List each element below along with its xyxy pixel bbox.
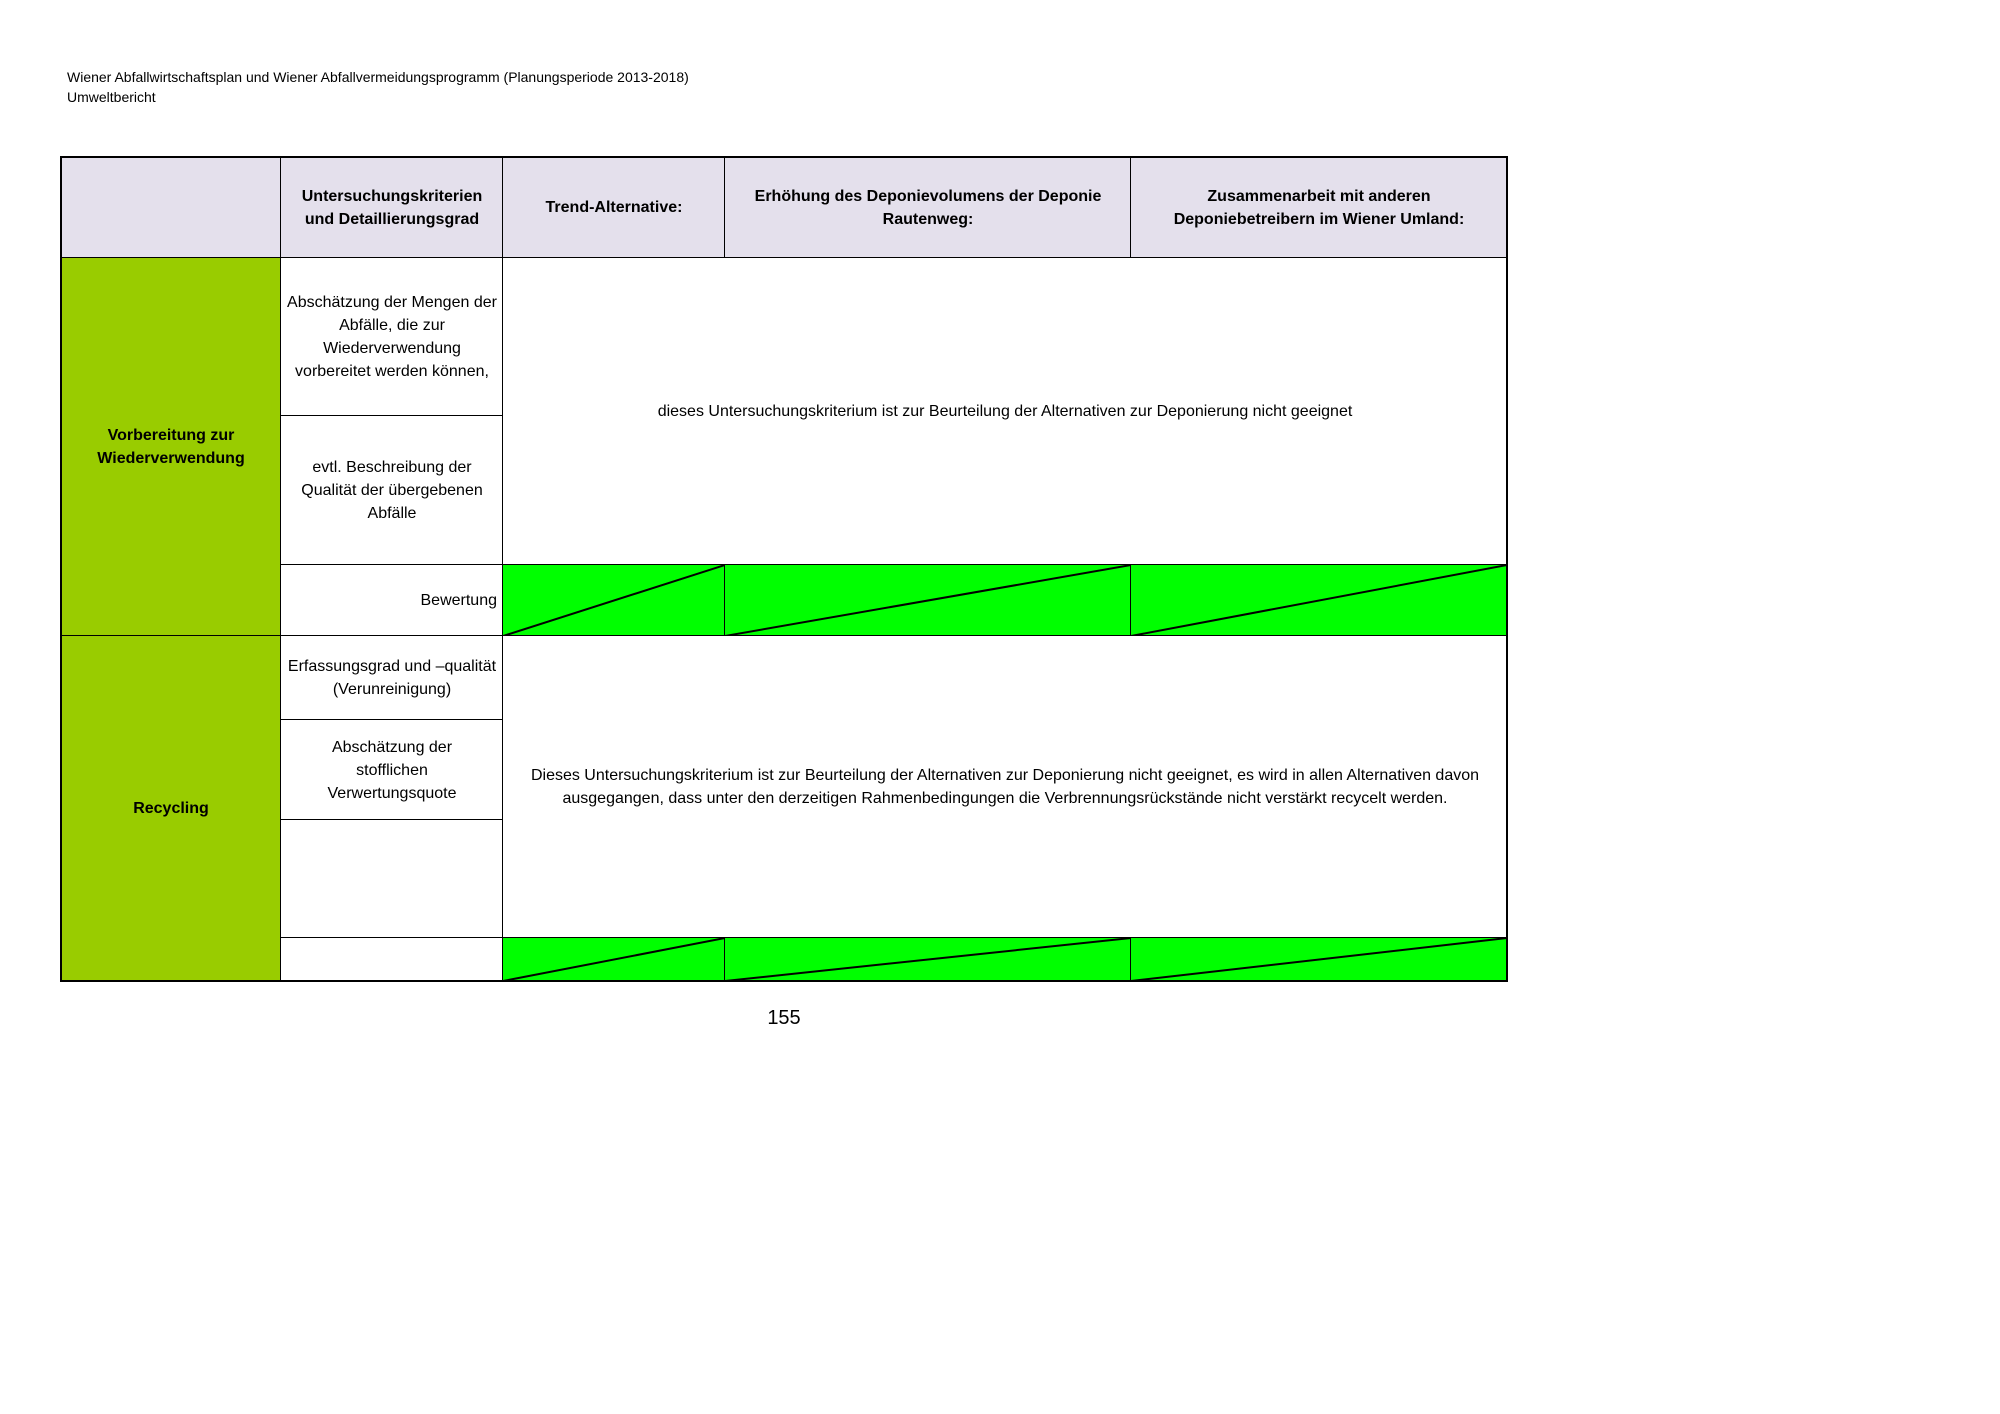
criterion-qualitaet: evtl. Beschreibung der Qualität der übergebenen Abfälle <box>280 415 504 566</box>
diagonal-line-icon <box>503 938 725 981</box>
page-number: 155 <box>767 1007 801 1029</box>
header-empty-cell <box>60 156 282 259</box>
category-recycling: Recycling <box>60 635 282 982</box>
rating-trend-1 <box>502 564 726 637</box>
header-subtitle: Umweltbericht <box>67 89 156 105</box>
bewertung-label-empty <box>280 937 504 982</box>
header-criteria: Untersuchungskriterien und Detaillierungsgrad <box>280 156 504 259</box>
rating-zusammenarbeit-2 <box>1130 937 1508 982</box>
rating-zusammenarbeit-1 <box>1130 564 1508 637</box>
criterion-mengen: Abschätzung der Mengen der Abfälle, die zur Wiederverwendung vorbereitet werden können, <box>280 257 504 417</box>
diagonal-line-icon <box>503 565 725 636</box>
header-deponievolumen: Erhöhung des Deponievolumens der Deponie Rautenweg: <box>724 156 1132 259</box>
criterion-erfassungsgrad: Erfassungsgrad und –qualität (Verunreinigung) <box>280 635 504 721</box>
rating-deponie-1 <box>724 564 1132 637</box>
diagonal-line-icon <box>725 938 1131 981</box>
rating-trend-2 <box>502 937 726 982</box>
criterion-empty <box>280 819 504 939</box>
note-vorbereitung: dieses Untersuchungskriterium ist zur Beurteilung der Alternativen zur Deponierung nicht geeignet <box>502 257 1508 566</box>
criterion-verwertungsquote: Abschätzung der stofflichen Verwertungsquote <box>280 719 504 821</box>
diagonal-line-icon <box>1131 938 1507 981</box>
document-header <box>67 67 689 107</box>
header-title: Wiener Abfallwirtschaftsplan und Wiener Abfallvermeidungsprogramm (Planungsperiode 2013-2018) <box>67 69 689 85</box>
category-vorbereitung: Vorbereitung zur Wiederverwendung <box>60 257 282 637</box>
diagonal-line-icon <box>725 565 1131 636</box>
rating-deponie-2 <box>724 937 1132 982</box>
diagonal-line-icon <box>1131 565 1507 636</box>
bewertung-label: Bewertung <box>280 564 504 637</box>
header-zusammenarbeit: Zusammenarbeit mit anderen Deponiebetreibern im Wiener Umland: <box>1130 156 1508 259</box>
note-recycling: Dieses Untersuchungskriterium ist zur Beurteilung der Alternativen zur Deponierung nicht geeignet, es wird in allen Alternativen davon ausgegangen, dass unter den derzeitigen Rahmenbedingungen die Verbrennungsrückstände nicht verstärkt recycelt werden. <box>502 635 1508 939</box>
assessment-table <box>60 156 1508 982</box>
header-trend-alternative: Trend-Alternative: <box>502 156 726 259</box>
